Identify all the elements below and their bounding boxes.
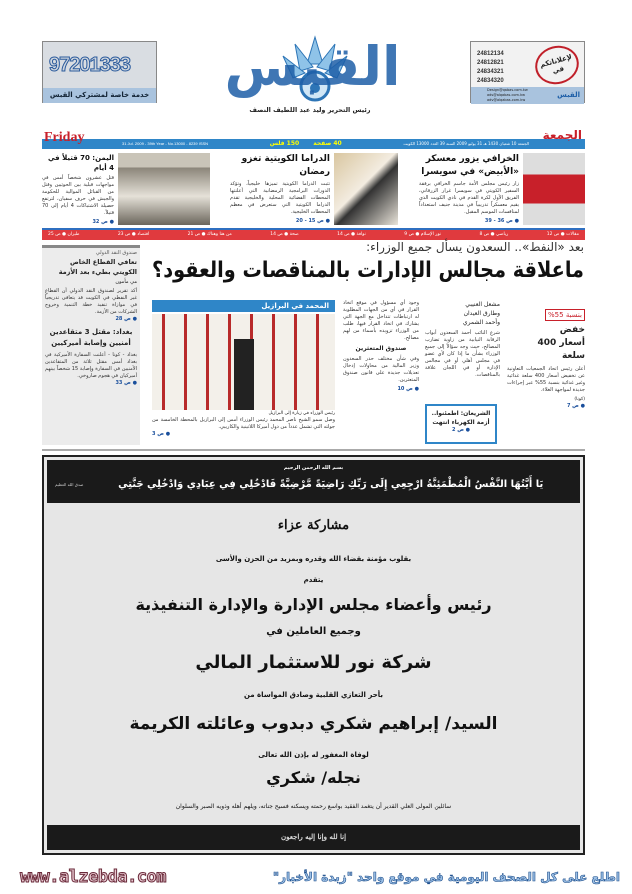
main-col-1 — [343, 300, 419, 393]
story-title: الخرافي يزور معسكر «الأبيض» في سويسرا — [421, 154, 519, 177]
sidebar-body-2: بغداد - كونا - أعلنت السفارة الأميركية في بغداد أمس مقتل ثلاثة من المتقاعدين الأمنيين في السفارة وإصابة 15 شخصاً بينهم أميركيان في هجوم صاروخي. — [45, 352, 137, 379]
story-text — [230, 153, 330, 225]
index-item[interactable]: طيران ● ص 25 — [48, 232, 80, 237]
top-story[interactable] — [230, 153, 398, 225]
date-arabic: الجمعة 10 شعبان 1430 هـ 31 يوليو 2009 السنة 39 العدد 13000 الكويت — [403, 141, 529, 146]
sidebar-tag: صندوق النقد الدولي — [95, 250, 137, 256]
obituary-line: لوفاة المغفور له بإذن الله تعالى — [258, 751, 369, 759]
col3-tag: بنسبة 55% — [545, 309, 585, 321]
editor-in-chief: رئيس التحرير وليد عبد اللطيف النصف — [249, 106, 371, 114]
day-english: Friday — [44, 130, 85, 145]
index-item[interactable]: من هنا وهناك ● ص 21 — [187, 232, 232, 237]
sidebar-title[interactable]: تعافي القطاع الخاص الكويتي بطيء بعد الأزمة — [58, 258, 137, 276]
story-photo — [118, 153, 210, 225]
subscriber-ad[interactable] — [42, 41, 157, 103]
story-title: اليمن: 70 قتيلاً في 4 أيام — [47, 154, 114, 172]
ad-phone: 24834321 — [477, 69, 504, 75]
quran-verse: يَا أَيَّتُهَا النَّفْسُ الْمُطْمَئِنَّةُ ارْجِعِي إِلَى رَبِّكِ رَاضِيَةً مَّرْضِيَّةً فَادْخُلِي فِي عِبَادِي وَادْخُلِي جَنَّتِي — [118, 479, 544, 490]
obituary-company-name: شركة نور للاستثمار المالي — [195, 652, 432, 673]
ad-stamp: لإعلاناتكم في — [531, 41, 583, 89]
top-story[interactable] — [42, 153, 210, 225]
obituary-line: بقلوب مؤمنة بقضاء الله وقدره وبمزيد من الحزن والأسى — [215, 555, 412, 563]
col1-text: وجود أي مسؤول في موقع اتخاذ القرار في أي من الجهات المطلوبة له ارتباطات تتداخل مع الجهة التي يشارك في اتخاذ القرار فيها، طلب من الوزراء تزويده بأسماء من لهم مصالح. — [343, 300, 419, 341]
index-item[interactable]: رياضي ● ص 8 — [479, 232, 509, 237]
related-title: الشريعان: اطمئنوا.. أزمة الكهرباء انتهت — [431, 410, 491, 426]
sidebar-ref[interactable]: ● ص 28 — [115, 316, 137, 322]
col3-title[interactable]: خفض أسعار 400 سلعة — [537, 325, 585, 361]
subscriber-caption: خدمة خاصة لمشتركي القبس — [43, 88, 156, 103]
basmala: بسم الله الرحمن الرحيم — [283, 465, 344, 471]
col3-ref[interactable]: ● ص 7 — [566, 403, 585, 409]
story-photo — [334, 153, 398, 225]
subscriber-number: 97201333 — [49, 54, 130, 76]
photo-title: المحمد في البرازيل — [261, 302, 329, 310]
obituary-line: بأحر التعازي القلبية وصادق المواساة من — [243, 691, 383, 699]
main-col-2 — [425, 300, 500, 379]
main-photo — [152, 314, 335, 410]
index-item[interactable]: نور الإسلام ● ص 9 — [404, 232, 442, 237]
story-photo — [523, 153, 585, 225]
obituary-footer-bar — [47, 825, 580, 850]
obituary-prayer: سائلين المولى العلي القدير أن يتغمد الفقيد بواسع رحمته ويسكنه فسيح جناته، ويلهم أهله وذويه الصبر والسلوان — [175, 803, 452, 810]
logo — [205, 34, 420, 102]
obituary-footer: إنا لله وإنا إليه راجعون — [280, 832, 347, 841]
story-body: زار رئيس مجلس الأمة جاسم الخرافي برفقة السفير الكويتي في سويسرا غرار الزرقاني، الفريق الأول لكرة القدم في نادي الكويت الذي يقيم معسكراً تدريبياً في مدينة جنيف استعداداً لمنافسات الموسم المقبل. — [419, 181, 519, 215]
verse-banner — [47, 460, 580, 503]
obituary-company-board: رئيس وأعضاء مجلس الإدارة والإدارة التنفيذية — [135, 595, 492, 614]
story-title: الدراما الكويتية تغزو رمضان — [241, 154, 330, 177]
sidebar-ref-2[interactable]: ● ص 33 — [115, 380, 137, 386]
authors: مشعل العنيبي وطارق العيدان وأحمد الشمري — [462, 301, 500, 326]
story-ref[interactable]: ● ص 36 - 39 — [484, 218, 519, 224]
photo-text: وصل سمو الشيخ ناصر المحمد رئيس الوزراء أمس إلى البرازيل بالمحطة الخامسة من جولته التي تشمل عدداً من دول أميركا اللاتينية والكاريبي. — [152, 417, 335, 430]
verse-source: صدق الله العظيم — [55, 482, 84, 487]
site-promo: اطلع على كل الصحف اليومية في موقع واحد "زبدة الأخبار" — [272, 870, 620, 884]
page-count: 40 صفحة — [313, 140, 342, 147]
main-kicker: بعد «النفط».. السعدون يسأل جميع الوزراء: — [366, 240, 584, 254]
photo-ref[interactable]: ● ص 3 — [152, 431, 171, 437]
date-english: 31 Jul. 2009 - 39th Year - No.13000 - 8239 ISSN — [122, 141, 209, 146]
top-story[interactable] — [418, 153, 585, 225]
col1-subheading: صندوق المتعثرين — [355, 345, 407, 352]
col1-text-2: وفي شأن مختلف حذر السعدون وزير المالية من محاولات إدخال تعديلات جديدة على قانون صندوق المتعثرين. — [343, 356, 419, 383]
story-text — [42, 153, 114, 226]
obituary-line: يتقدم — [303, 576, 324, 584]
photo-title-bar — [152, 300, 335, 312]
date-bar — [42, 139, 585, 149]
ad-phones — [477, 50, 504, 86]
ad-email: Design@qabas.com.kw — [487, 88, 528, 92]
ad-phone: 24812821 — [477, 60, 504, 66]
story-body: قتل عشرون شخصاً أمس في مواجهات قبلية بين الحوثيين وقتل من القبائل الموالية للحكومة والجيش في حرف سفيان، لترتفع حصيلة الاشتباكات 4 أيام إلى 70 قتيلاً. — [42, 175, 114, 216]
related-box[interactable] — [425, 404, 497, 444]
obituary-recipient: السيد/ إبراهيم شكري دبدوب وعائلته الكريمة — [129, 714, 498, 734]
sidebar-author: مي مأمون — [115, 279, 137, 285]
sidebar-title-2[interactable]: بغداد: مقتل 3 متقاعدين أمنيين وإصابة أميركيين — [49, 328, 133, 347]
sidebar — [42, 245, 140, 445]
ad-email: adv@alqabas.com.kw — [487, 98, 526, 102]
related-ref: ● ص 2 — [451, 427, 471, 433]
col1-ref[interactable]: ● ص 10 — [397, 386, 419, 392]
index-item[interactable]: نوافذ ● ص 14 — [337, 232, 366, 237]
index-item[interactable]: اقتصاد ● ص 23 — [117, 232, 150, 237]
photo-figure — [234, 339, 254, 410]
photo-text-block — [152, 411, 335, 438]
col3-source: (كونا) — [574, 397, 585, 402]
site-url[interactable]: www.alzebda.com — [20, 867, 167, 887]
obituary-line: وجميع العاملين في — [266, 626, 361, 637]
price: 150 فلس — [269, 140, 300, 147]
index-bar — [42, 228, 585, 240]
section-divider — [42, 449, 585, 451]
price-pages-group — [270, 140, 342, 148]
col2-text: شرع النائب أحمد السعدون أبواب الرقابة النيابية من زاوية تضارب المصالح، حيث وجه سؤالاً إلى جميع الوزراء بشأن ما إذا كان لأي عضو في مجلس أهلي أو في مجالس الإدارة أو في اللجان علاقة بالمناقصات. — [425, 330, 500, 378]
index-item[interactable]: مقالات ● ص 12 — [546, 232, 579, 237]
advertising-ad[interactable] — [470, 41, 585, 103]
photo-caption: رئيس الوزراء في زيارة إلى البرازيل — [268, 411, 335, 416]
obituary-title: مشاركة عزاء — [277, 518, 350, 533]
obituary-ad — [42, 455, 585, 855]
ad-email: ads@alqabas.com.kw — [487, 93, 525, 97]
obituary-deceased: نجله/ شكري — [266, 768, 361, 787]
col3-body: أعلن رئيس اتحاد الجمعيات التعاونية عن تخفيض أسعار 400 سلعة غذائية وغير غذائية بنسبة 55% عبر إجراءات جديدة لمواجهة الغلاء. — [507, 366, 585, 393]
story-text — [419, 153, 519, 225]
index-item[interactable]: صحة ● ص 14 — [270, 232, 299, 237]
verse-row — [47, 478, 580, 492]
story-ref[interactable]: ● ص 15 - 20 — [295, 218, 330, 224]
logo-text: القبس — [224, 35, 401, 98]
main-col-3 — [507, 302, 585, 410]
story-body: تثبت الدراما الكويتية تميزها خليجياً، وتؤكد الدورات البرامجية الرمضانية التي أعلنتها المحطات الفضائية المحلية والخليجية تقدم الدراما الكويتية التي ستعرض في معظم المحطات الخليجية. — [230, 181, 330, 215]
sidebar-body: أكد تقرير لصندوق النقد الدولي أن القطاع غير النفطي في الكويت قد يتعافى تدريجياً في موازاة تنفيذ خطة التنمية وخروج الشركات من الأزمة. — [45, 288, 137, 315]
ad-phone: 24834320 — [477, 78, 504, 84]
main-headline[interactable]: ماعلاقة مجالس الإدارات بالمناقصات والعقود؟ — [152, 258, 585, 283]
ad-brand: القبس — [557, 91, 580, 99]
day-arabic: الجمعة — [542, 128, 582, 142]
ad-phone: 24812134 — [477, 51, 504, 57]
story-ref[interactable]: ● ص 32 — [92, 219, 114, 225]
